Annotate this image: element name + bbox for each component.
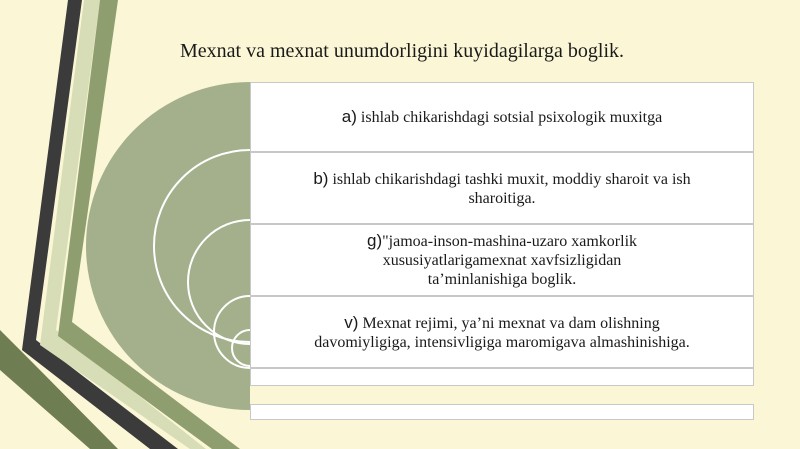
- empty-row-2: [250, 404, 754, 420]
- item-label: b): [313, 168, 329, 188]
- item-text: ishlab chikarishdagi tashki muxit, moddiy sharoit va ish sharoitiga.: [328, 170, 691, 207]
- item-label: v): [344, 312, 359, 332]
- item-text: ishlab chikarishdagi sotsial psixologik muxitga: [356, 109, 663, 126]
- item-text: Mexnat rejimi, ya’ni mexnat va dam olishning davomiyligiga, intensivligiga maromigava almashinishiga.: [314, 314, 690, 351]
- list-item-b: [250, 152, 754, 224]
- item-label: a): [341, 107, 357, 126]
- item-text: "jamoa-inson-mashina-uzaro xamkorlik xususiyatlarigamexnat xavfsizligidan ta’minlanishiga boglik.: [382, 233, 638, 288]
- empty-row-1: [250, 368, 754, 386]
- slide-title: Mexnat va mexnat unumdorligini kuyidagilarga boglik.: [180, 40, 624, 62]
- item-label: g): [366, 231, 383, 250]
- list-item-a: [250, 82, 754, 152]
- list-item-v: [250, 296, 754, 368]
- list-item-g: [250, 224, 754, 296]
